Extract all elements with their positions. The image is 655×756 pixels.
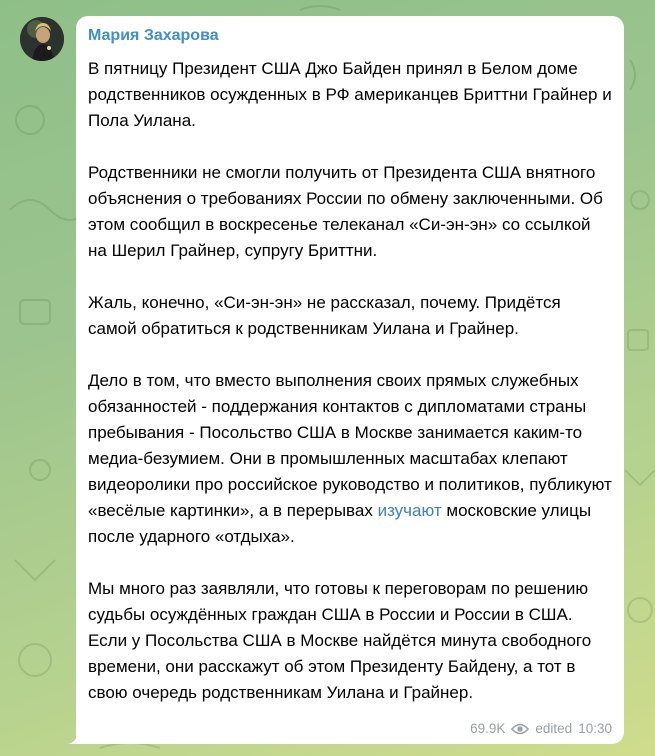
paragraph: Мы много раз заявляли, что готовы к переговорам по решению судьбы осуждённых граждан США в России и России в США. Если у Посольства США в Москве найдётся минута свободного времени, они расскажут об этом Президенту Байдену, а тот в свою очередь родственникам Уилана и Грайнер.: [88, 579, 592, 702]
profile-photo: [20, 17, 64, 61]
paragraph-text: московские улицы после ударного «отдыха».: [88, 501, 592, 546]
paragraph: В пятницу Президент США Джо Байден принял в Белом доме родственников осужденных в РФ американцев Бриттни Грайнер и Пола Уилана.: [88, 59, 612, 130]
message-meta: [470, 721, 612, 736]
paragraph: [88, 368, 612, 550]
message-bubble: [76, 16, 624, 744]
paragraph: Родственники не смогли получить от Президента США внятного объяснения о требованиях России по обмену заключенными. Об этом сообщил в воскресенье телеканал «Си-эн-эн» со ссылкой на Шерил Грайнер, супругу Бриттни.: [88, 163, 603, 260]
link-izuchayut[interactable]: изучают: [377, 501, 442, 520]
message-text: [88, 56, 612, 706]
eye-icon: [511, 723, 529, 735]
message-time: 10:30: [578, 721, 612, 736]
paragraph-text: Дело в том, что вместо выполнения своих прямых служебных обязанностей - поддержания контактов с дипломатами страны пребывания - Посольство США в Москве занимается каким-то медиа-безумием. Они в промышленных масштабах клепают видеоролики про российское руководство и политиков, публикуют «весёлые картинки», а в перерывах: [88, 371, 612, 520]
paragraph: Жаль, конечно, «Си-эн-эн» не рассказал, почему. Придётся самой обратиться к родственникам Уилана и Грайнер.: [88, 293, 561, 338]
avatar[interactable]: [20, 17, 64, 61]
author-name[interactable]: Мария Захарова: [88, 27, 219, 44]
views-count: 69.9K: [470, 721, 506, 736]
edited-label: edited: [535, 721, 573, 736]
